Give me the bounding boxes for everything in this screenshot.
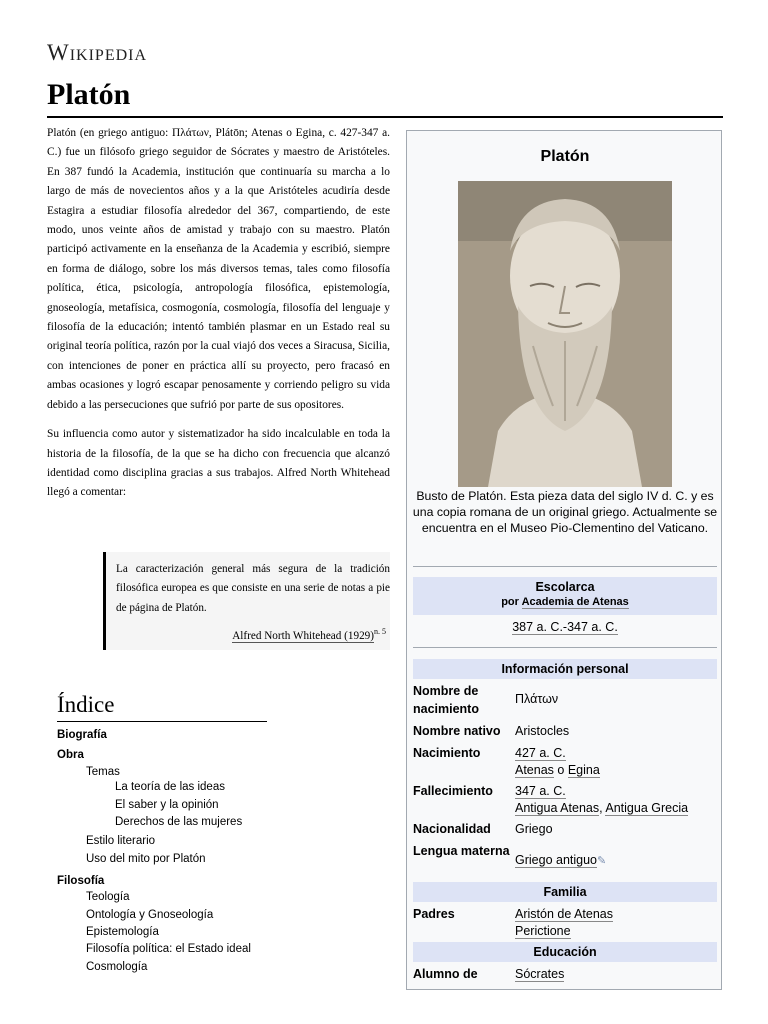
academia-link[interactable]: Academia de Atenas — [521, 596, 629, 608]
toc-item[interactable]: Filosofía — [57, 875, 105, 887]
atenas-link[interactable]: Atenas — [515, 763, 554, 777]
toc-item[interactable]: La teoría de las ideas — [115, 781, 225, 793]
lead-paragraph-1: Platón (en griego antiguo: Πλάτων, Plátōn; Atenas o Egina, c. 427-347 a. C.) fue un filósofo griego seguidor de Sócrates y maestro de Aristóteles. En 387 fundó la Academia, institución que continuaría su marcha a lo largo de más de novecientos años y a la que Aristóteles acudiría desde Estagira a estudiar filosofía alrededor del 367, compartiendo, de este modo, unos veinte años de amistad y trabajo con su maestro. Platón participó activamente en la enseñanza de la Academia y escribió, siempre en forma de diálogo, sobre los más diversos temas, tales como filosofía política, ética, psicología, antropología filosófica, epistemología, gnoseología, metafísica, cosmogonía, cosmología, filosofía del lenguaje y filosofía de la educación; intentó también plasmar en un Estado real su original teoría política, razón por la cual viajó dos veces a Siracusa, Sicilia, con intenciones de poner en práctica allí su proyecto, pero fracasó en ambas ocasiones y logró escapar penosamente y corriendo peligro su vida debido a las persecuciones que sufrió por parte de sus opositores. — [47, 127, 390, 411]
value-lengua — [515, 852, 606, 870]
label-nombre-nacimiento: Nombre de nacimiento — [413, 684, 479, 716]
toc-item[interactable]: Obra — [57, 749, 84, 761]
section-escolarca — [413, 577, 717, 615]
infobox — [406, 130, 722, 990]
label-nombre-nativo: Nombre nativo — [413, 724, 501, 738]
infobox-divider — [413, 566, 717, 567]
toc-item[interactable]: Ontología y Gnoseología — [86, 909, 214, 921]
socrates-link[interactable]: Sócrates — [515, 967, 565, 981]
griego-antiguo-link[interactable]: Griego antiguo — [515, 853, 598, 867]
blockquote — [103, 552, 390, 650]
value-fallecimiento: 347 a. C. Antigua Atenas, Antigua Grecia — [515, 784, 689, 815]
bust-illustration — [458, 181, 672, 487]
page-title: Platón — [47, 78, 131, 111]
fallecimiento-fecha-link[interactable]: 347 a. C. — [515, 784, 566, 798]
toc-item[interactable]: Cosmología — [86, 961, 148, 973]
lead-section — [47, 124, 390, 513]
toc-item[interactable]: Derechos de las mujeres — [115, 816, 243, 828]
egina-link[interactable]: Egina — [567, 763, 600, 777]
toc-title: Índice — [57, 692, 115, 717]
dates-link[interactable]: 387 a. C.-347 a. C. — [512, 620, 618, 634]
quote-note-link[interactable]: n. 5 — [374, 627, 386, 637]
toc-item[interactable]: Uso del mito por Platón — [86, 853, 206, 865]
value-nacionalidad: Griego — [515, 822, 553, 836]
escolarca-sub: por Academia de Atenas — [501, 596, 629, 608]
label-alumno: Alumno de — [413, 967, 478, 981]
toc-item[interactable]: Temas — [86, 766, 120, 778]
quote-author-link[interactable]: Alfred North Whitehead (1929) — [232, 629, 374, 642]
infobox-title: Platón — [540, 148, 590, 165]
value-padres — [515, 906, 613, 940]
wikipedia-wordmark[interactable]: Wikipedia — [47, 40, 148, 65]
lead-paragraph-2: Su influencia como autor y sistematizador ha sido incalculable en toda la historia de la filosofía, de la que se ha dicho con frecuencia que alcanzó identidad como disciplina gracias a sus trabajos. Alfred North Whitehead llegó a comentar: — [47, 428, 390, 499]
toc-item[interactable]: Biografía — [57, 729, 107, 741]
label-padres: Padres — [413, 907, 455, 921]
section-personal: Información personal — [413, 659, 717, 679]
conjunction: o — [557, 763, 565, 777]
value-alumno — [515, 966, 564, 983]
label-nacionalidad: Nacionalidad — [413, 822, 491, 836]
escolarca-dates — [413, 620, 717, 634]
escolarca-heading: Escolarca — [535, 580, 595, 594]
antigua-atenas-link[interactable]: Antigua Atenas — [515, 801, 600, 815]
toc-item[interactable]: Estilo literario — [86, 835, 156, 847]
section-familia: Familia — [413, 882, 717, 902]
nacimiento-fecha-link[interactable]: 427 a. C. — [515, 746, 566, 760]
value-nombre-nacimiento: Πλάτων — [515, 692, 559, 706]
toc-item[interactable]: Teología — [86, 891, 130, 903]
toc-item[interactable]: Epistemología — [86, 926, 159, 938]
edit-pencil-icon[interactable]: ✎ — [597, 855, 607, 867]
toc-divider — [57, 721, 267, 722]
toc-item[interactable]: El saber y la opinión — [115, 799, 219, 811]
label-nacimiento: Nacimiento — [413, 746, 481, 760]
antigua-grecia-link[interactable]: Antigua Grecia — [605, 801, 689, 815]
madre-link[interactable]: Perictione — [515, 924, 571, 938]
photo-caption: Busto de Platón. Esta pieza data del siglo IV d. C. y es una copia romana de un original griego. Actualmente se encuentra en el Museo Pio-Clementino del Vaticano. — [412, 489, 718, 535]
section-educacion: Educación — [413, 942, 717, 962]
bust-photo[interactable] — [458, 181, 672, 487]
infobox-divider — [413, 647, 717, 648]
quote-attribution — [116, 622, 390, 646]
value-nacimiento — [515, 745, 600, 779]
toc-item[interactable]: Filosofía política: el Estado ideal — [86, 943, 251, 955]
padre-link[interactable]: Aristón de Atenas — [515, 907, 613, 921]
label-fallecimiento: Fallecimiento — [413, 784, 493, 798]
quote-text: La caracterización general más segura de la tradición filosófica europea es que consiste en una serie de notas a pie de página de Platón. — [116, 563, 390, 614]
value-nombre-nativo: Aristocles — [515, 724, 570, 738]
label-lengua: Lengua materna — [413, 844, 510, 858]
title-divider — [47, 116, 723, 118]
